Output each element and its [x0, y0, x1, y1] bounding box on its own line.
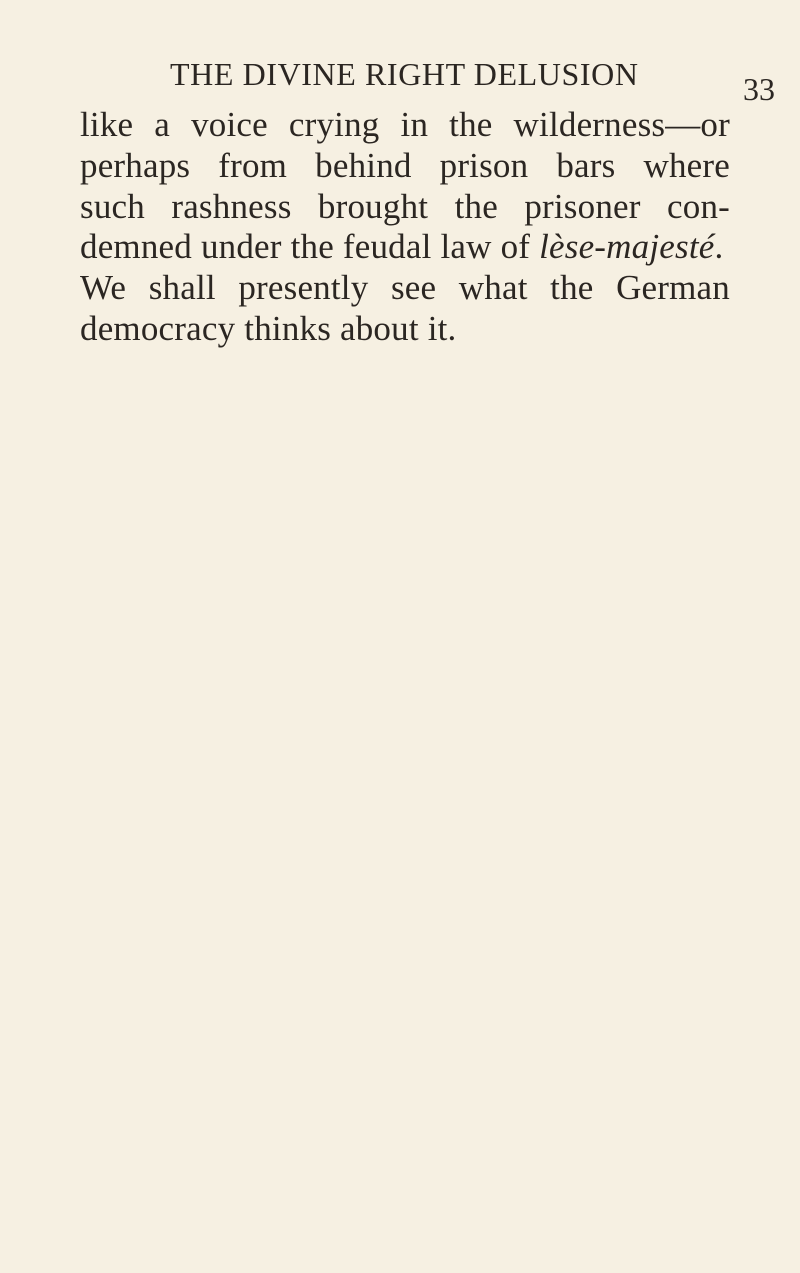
running-head: THE DIVINE RIGHT DELUSION: [170, 56, 639, 92]
italic-legal-term: lèse-majesté: [539, 227, 715, 267]
text-line-6: democracy thinks about it.: [80, 308, 457, 348]
text-line-5: We shall presently see what the German: [80, 268, 730, 308]
text-line-4: [80, 227, 730, 268]
text-line-4-roman: demned under the feudal law of: [80, 227, 531, 267]
text-line-3: such rashness brought the prisoner con-: [80, 186, 730, 226]
body-text: [80, 105, 730, 350]
page-number: 33: [743, 71, 775, 107]
italic-term-period: .: [714, 227, 724, 267]
text-line-2: perhaps from behind prison bars where: [80, 145, 730, 185]
text-line-1: like a voice crying in the wilderness—or: [80, 105, 730, 144]
